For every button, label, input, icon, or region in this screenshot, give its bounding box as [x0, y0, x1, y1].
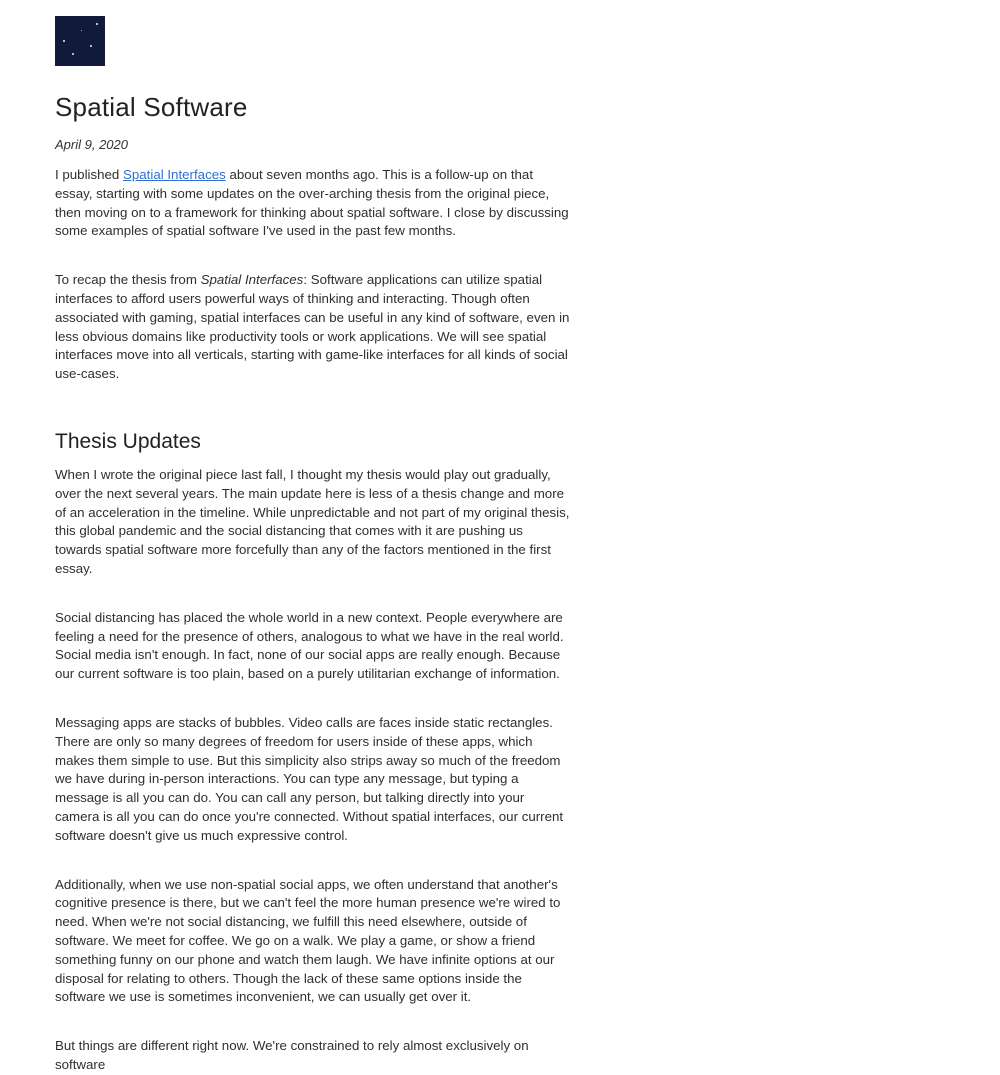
body-paragraph: But things are different right now. We're constrained to rely almost exclusively on software	[55, 1038, 529, 1072]
page-title: Spatial Software	[55, 92, 248, 122]
intro-text-before-link: I published	[55, 167, 124, 182]
body-paragraph: When I wrote the original piece last fall, I thought my thesis would play out gradually, over the next several years. The main update here is less of a thesis change and more of an acceleration in the timeline. While unpredictable and not part of my original thesis, this global pandemic and the social distancing that comes with it are pushing us towards spatial software more forcefully than any of the factors mentioned in the first essay.	[55, 466, 570, 576]
logo-star	[81, 30, 82, 31]
body-paragraph: Social distancing has placed the whole world in a new context. People everywhere are feeling a need for the presence of others, analogous to what we have in the real world. Social media isn't enough. In fact, none of our social apps are really enough. Because our current software is too plain, based on a purely utilitarian exchange of information.	[55, 609, 564, 682]
recap-text-before-em: To recap the thesis from	[55, 272, 201, 288]
recap-paragraph	[55, 271, 570, 384]
intro-paragraph	[55, 166, 570, 241]
logo-star	[96, 23, 98, 25]
spatial-interfaces-link[interactable]: Spatial Interfaces	[123, 167, 226, 182]
body-paragraph: Messaging apps are stacks of bubbles. Video calls are faces inside static rectangles. There are only so many degrees of freedom for users inside of these apps, which makes them simple to use. But this simplicity also strips away so much of the freedom we have during in-person interactions. You can type any message, but typing a message is all you can do. You can call any person, but talking directly into your camera is all you can do once you're connected. Without spatial interfaces, our current software doesn't give us much expressive control.	[55, 714, 564, 843]
site-logo[interactable]	[55, 16, 105, 66]
logo-star	[63, 40, 65, 42]
logo-star	[72, 53, 74, 55]
section-heading-thesis-updates: Thesis Updates	[55, 429, 201, 453]
intro-text-after-link: about seven months ago. This is a follow-up on that essay, starting with some updates on the over-arching thesis from the original piece, then moving on to a framework for thinking about spatial software. I close by discussing some examples of spatial software I've used in the past few months.	[55, 167, 569, 239]
publish-date: April 9, 2020	[55, 137, 128, 152]
body-paragraph: Additionally, when we use non-spatial social apps, we often understand that another's cognitive presence is there, but we can't feel the more human presence we're wired to need. When we're not social distancing, we fulfill this need elsewhere, outside of software. We meet for coffee. We go on a walk. We play a game, or show a friend something funny on our phone and watch them laugh. We have infinite options at our disposal for relating to others. Though the lack of these same options inside the software we use is sometimes inconvenient, we can usually get over it.	[55, 876, 561, 1005]
article	[55, 16, 570, 1075]
recap-text-after-em: : Software applications can utilize spatial interfaces to afford users powerful ways of thinking and interacting. Though often associated with gaming, spatial interfaces can be useful in any kind of software, even in less obvious domains like productivity tools or work applications. We will see spatial interfaces move into all verticals, starting with game-like interfaces for all kinds of social use-cases.	[55, 272, 570, 382]
recap-emphasis: Spatial Interfaces	[200, 272, 304, 288]
logo-star	[90, 45, 92, 47]
